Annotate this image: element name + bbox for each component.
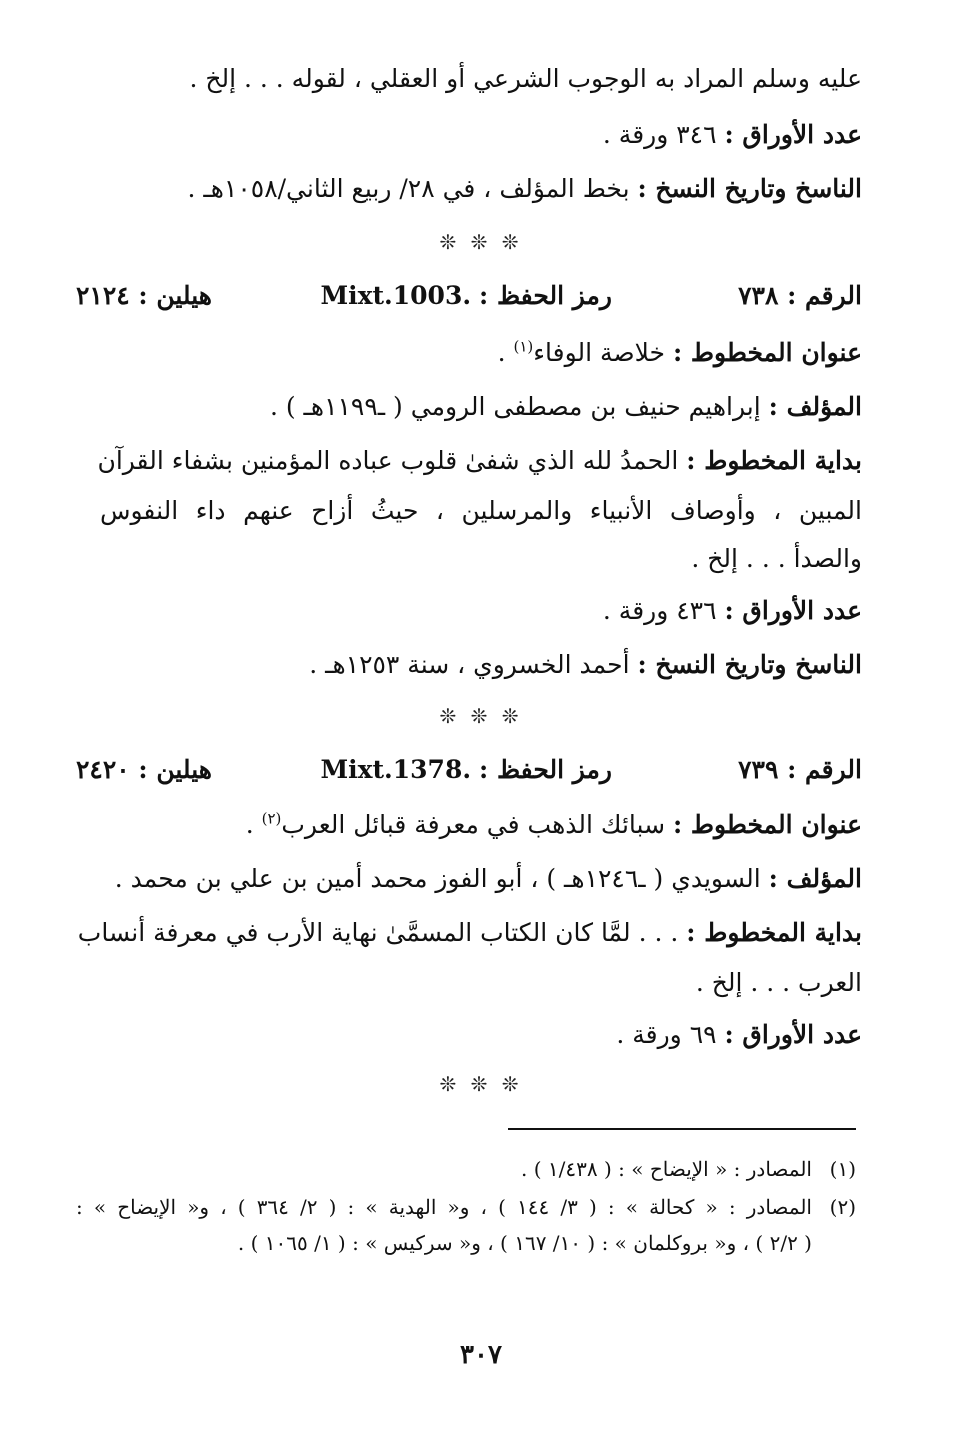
entry-738-title-row: [498, 336, 862, 370]
title-label: عنوان المخطوط :: [672, 810, 862, 839]
footnote-2-line-1: [76, 1192, 856, 1222]
footnote-2-line-2: ( ٢/٢ ) ، و« بروكلمان » : ( ١٠/ ١٦٧ ) ، و« سركيس » : ( ١/ ١٠٦٥ ) .: [237, 1231, 812, 1255]
entry-739-beginning-line-1: [77, 916, 862, 950]
title-label: عنوان المخطوط :: [672, 338, 862, 367]
leaves-value: ٣٤٦ ورقة .: [602, 120, 717, 149]
leaves-value: ٦٩ ورقة .: [616, 1020, 717, 1049]
entry-739-title-row: [246, 808, 862, 842]
leaves-label: عدد الأوراق :: [724, 1020, 862, 1049]
leaves-label: عدد الأوراق :: [724, 596, 862, 625]
title-value: سبائك الذهب في معرفة قبائل العرب: [281, 810, 666, 839]
copyist-label: الناسخ وتاريخ النسخ :: [637, 650, 862, 679]
footnote-ref-2: (٢): [261, 809, 282, 828]
entry-739-leaves-row: [616, 1018, 862, 1052]
title-value: خلاصة الوفاء: [533, 338, 666, 367]
entry-738-header: [76, 278, 862, 314]
footnote-1-text: المصادر : « الإيضاح » : ( ١/٤٣٨ ) .: [521, 1157, 812, 1181]
leaves-value: ٤٣٦ ورقة .: [602, 596, 717, 625]
author-value: السويدي ( ـ١٢٤٦هـ ) ، أبو الفوز محمد أمين بن علي بن محمد .: [114, 864, 761, 893]
section-separator: ❊ ❊ ❊: [439, 1072, 523, 1096]
entry-738-beginning-line-3: والصدأ . . . إلخ .: [691, 544, 862, 573]
previous-leaves-row: [603, 118, 862, 152]
author-label: المؤلف :: [768, 864, 862, 893]
entry-738-leaves-row: [603, 594, 862, 628]
entry-number: الرقم : ٧٣٨: [738, 281, 862, 310]
footnote-rule: [508, 1128, 856, 1130]
shelf-mark-label: رمز الحفظ :: [479, 755, 612, 784]
shelf-mark: [320, 278, 612, 314]
footnote-1: [521, 1154, 856, 1184]
section-separator: ❊ ❊ ❊: [439, 704, 523, 728]
beginning-text-1: الحمدُ لله الذي شفىٰ قلوب عباده المؤمنين بشفاء القرآن: [97, 446, 679, 475]
previous-entry-continuation: عليه وسلم المراد به الوجوب الشرعي أو العقلي ، لقوله . . . إلخ .: [189, 64, 862, 93]
leaves-label: عدد الأوراق :: [724, 120, 862, 149]
shelf-mark-value: Mixt.1378.: [320, 755, 472, 784]
footnote-ref-1: (١): [513, 337, 534, 356]
entry-739-header: [76, 752, 862, 788]
shelf-mark-value: Mixt.1003.: [320, 281, 472, 310]
shelf-mark: [320, 752, 612, 788]
entry-number: الرقم : ٧٣٩: [738, 755, 862, 784]
beginning-label: بداية المخطوط :: [686, 918, 862, 947]
entry-738-copyist-row: [309, 648, 862, 682]
entry-738-beginning-line-1: [97, 444, 862, 478]
page-number: ٣٠٧: [460, 1340, 502, 1370]
copyist-value: بخط المؤلف ، في ٢٨/ ربيع الثاني/١٠٥٨هـ .: [187, 174, 630, 203]
previous-copyist-row: [188, 172, 863, 206]
shelf-mark-label: رمز الحفظ :: [479, 281, 612, 310]
copyist-value: أحمد الخسروي ، سنة ١٢٥٣هـ .: [309, 650, 630, 679]
title-end: .: [497, 338, 514, 367]
footnote-1-number: (١): [829, 1157, 856, 1181]
helin-number: هيلين : ٢٤٢٠: [76, 755, 212, 784]
title-end: .: [245, 810, 262, 839]
author-label: المؤلف :: [768, 392, 862, 421]
entry-739-beginning-line-2: العرب . . . إلخ .: [695, 968, 862, 997]
footnote-2-text-1: المصادر : « كحالة » : ( ٣/ ١٤٤ ) ، و« الهدية » : ( ٢/ ٣٦٤ ) ، و« الإيضاح » :: [76, 1195, 812, 1219]
entry-739-author-row: [115, 862, 862, 896]
section-separator: ❊ ❊ ❊: [439, 230, 523, 254]
helin-number: هيلين : ٢١٢٤: [76, 281, 212, 310]
entry-738-author-row: [270, 390, 862, 424]
beginning-label: بداية المخطوط :: [686, 446, 862, 475]
entry-738-beginning-line-2: المبين ، وأوصاف الأنبياء والمرسلين ، حيثُ أزاح عنهم داء النفوس: [100, 496, 862, 525]
author-value: إبراهيم حنيف بن مصطفى الرومي ( ـ١١٩٩هـ ) .: [269, 392, 761, 421]
beginning-text-1: . . . لمَّا كان الكتاب المسمَّىٰ نهاية الأرب في معرفة أنساب: [77, 918, 679, 947]
copyist-label: الناسخ وتاريخ النسخ :: [637, 174, 862, 203]
footnote-2-number: (٢): [829, 1195, 856, 1219]
